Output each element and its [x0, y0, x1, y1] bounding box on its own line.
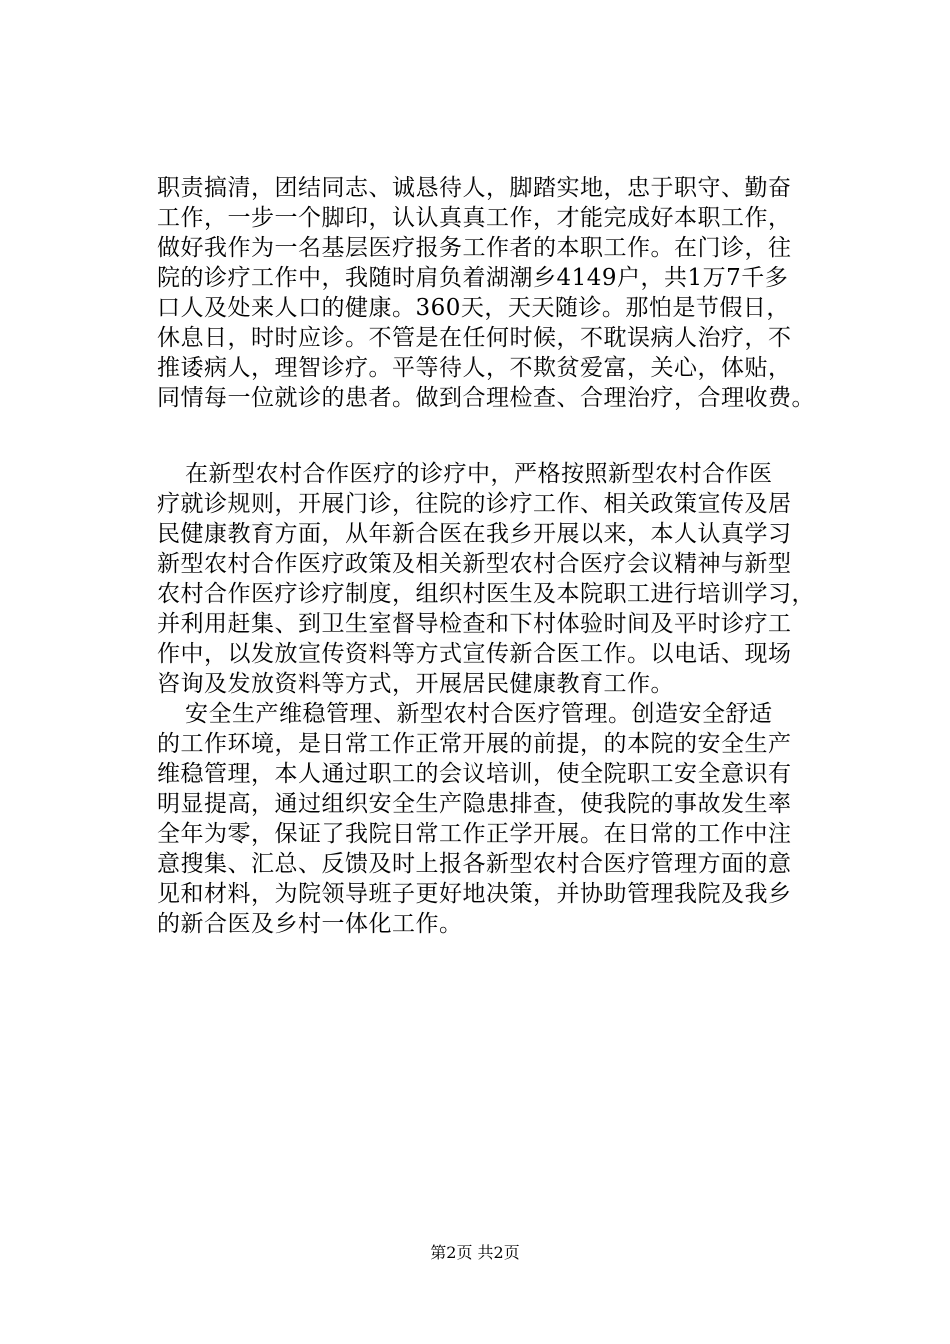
- paragraph-line: 见和材料，为院领导班子更好地决策，并协助管理我院及我乡: [157, 881, 792, 907]
- paragraph-spacer: [157, 413, 857, 459]
- paragraph-line: 工作，一步一个脚印，认认真真工作，才能完成好本职工作，: [157, 205, 792, 231]
- paragraph-line: 口人及处来人口的健康。360天，天天随诊。那怕是节假日，: [157, 295, 790, 321]
- paragraph-3: [157, 699, 857, 939]
- page-number-footer: 第2页 共2页: [430, 1243, 520, 1262]
- paragraph-line: 维稳管理，本人通过职工的会议培训，使全院职工安全意识有: [157, 761, 792, 787]
- paragraph-line: 职责搞清，团结同志、诚恳待人，脚踏实地，忠于职守、勤奋: [157, 175, 792, 201]
- paragraph-line: 同情每一位就诊的患者。做到合理检查、合理治疗，合理收费。: [157, 385, 815, 411]
- paragraph-line: 民健康教育方面，从年新合医在我乡开展以来，本人认真学习: [157, 521, 792, 547]
- document-body: [157, 173, 857, 939]
- paragraph-line: 意搜集、汇总、反馈及时上报各新型农村合医疗管理方面的意: [157, 851, 792, 877]
- paragraph-line: 并利用赶集、到卫生室督导检查和下村体验时间及平时诊疗工: [157, 611, 792, 637]
- paragraph-line: 农村合作医疗诊疗制度，组织村医生及本院职工进行培训学习，: [157, 581, 815, 607]
- paragraph-line: 在新型农村合作医疗的诊疗中，严格按照新型农村合作医: [185, 461, 773, 487]
- paragraph-line: 作中，以发放宣传资料等方式宣传新合医工作。以电话、现场: [157, 641, 792, 667]
- paragraph-line: 推诿病人，理智诊疗。平等待人，不欺贫爱富，关心，体贴，: [157, 355, 792, 381]
- paragraph-line: 安全生产维稳管理、新型农村合医疗管理。创造安全舒适: [185, 701, 773, 727]
- paragraph-line: 休息日，时时应诊。不管是在任何时候，不耽误病人治疗，不: [157, 325, 792, 351]
- paragraph-2: [157, 459, 857, 699]
- paragraph-line: 的新合医及乡村一体化工作。: [157, 911, 463, 937]
- paragraph-line: 做好我作为一名基层医疗报务工作者的本职工作。在门诊，往: [157, 235, 792, 261]
- paragraph-line: 院的诊疗工作中，我随时肩负着湖潮乡4149户，共1万7千多: [157, 265, 789, 291]
- paragraph-line: 咨询及发放资料等方式，开展居民健康教育工作。: [157, 671, 674, 697]
- paragraph-line: 的工作环境，是日常工作正常开展的前提，的本院的安全生产: [157, 731, 792, 757]
- paragraph-1: [157, 173, 857, 413]
- paragraph-line: 明显提高，通过组织安全生产隐患排查，使我院的事故发生率: [157, 791, 792, 817]
- paragraph-line: 全年为零，保证了我院日常工作正学开展。在日常的工作中注: [157, 821, 792, 847]
- paragraph-line: 疗就诊规则，开展门诊，往院的诊疗工作、相关政策宣传及居: [157, 491, 792, 517]
- paragraph-line: 新型农村合作医疗政策及相关新型农村合医疗会议精神与新型: [157, 551, 792, 577]
